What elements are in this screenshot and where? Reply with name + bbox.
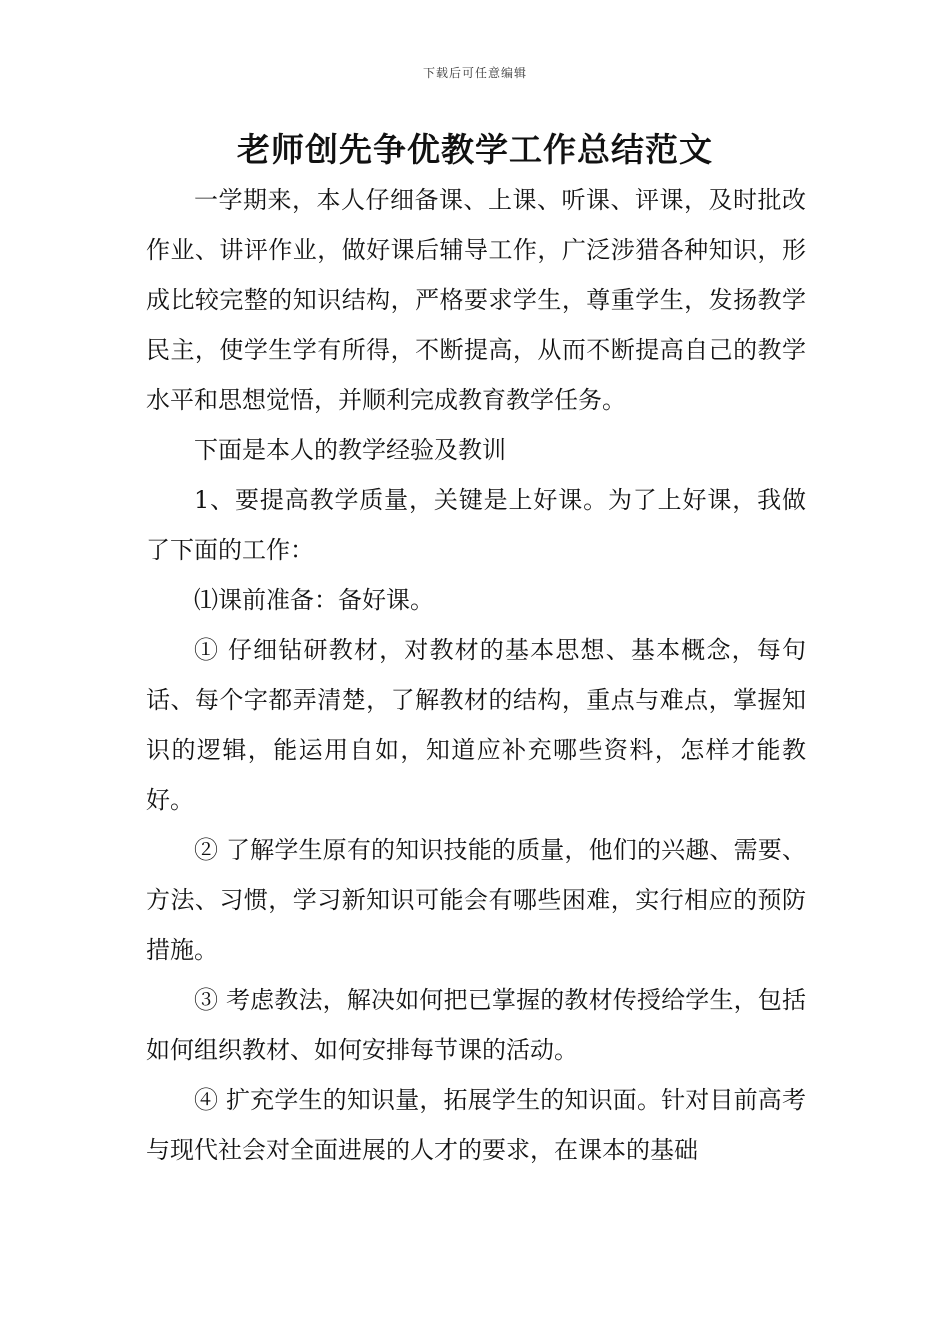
- paragraph-point-1: 1、要提高教学质量，关键是上好课。为了上好课，我做了下面的工作：: [146, 486, 806, 564]
- document-title: 老师创先争优教学工作总结范文: [237, 130, 713, 169]
- paragraph-item-2: ② 了解学生原有的知识技能的质量，他们的兴趣、需要、方法、习惯，学习新知识可能会有哪些困难，实行相应的预防措施。: [146, 836, 806, 964]
- paragraph-item-3: ③ 考虑教法，解决如何把已掌握的教材传授给学生，包括如何组织教材、如何安排每节课的活动。: [146, 986, 806, 1064]
- paragraph-item-4: ④ 扩充学生的知识量，拓展学生的知识面。针对目前高考与现代社会对全面进展的人才的要求，在课本的基础: [146, 1086, 806, 1164]
- paragraph-experience-heading: 下面是本人的教学经验及教训: [194, 436, 506, 464]
- paragraph-subpoint-1: ⑴课前准备：备好课。: [194, 586, 434, 614]
- paragraph-intro: 一学期来，本人仔细备课、上课、听课、评课，及时批改作业、讲评作业，做好课后辅导工作，广泛涉猎各种知识，形成比较完整的知识结构，严格要求学生，尊重学生，发扬教学民主，使学生学有所得，不断提高，从而不断提高自己的教学水平和思想觉悟，并顺利完成教育教学任务。: [146, 186, 806, 414]
- header-note: 下载后可任意编辑: [422, 66, 527, 80]
- document-body: [146, 175, 806, 1175]
- paragraph-item-1: ① 仔细钻研教材，对教材的基本思想、基本概念，每句话、每个字都弄清楚，了解教材的结构，重点与难点，掌握知识的逻辑，能运用自如，知道应补充哪些资料，怎样才能教好。: [146, 636, 806, 814]
